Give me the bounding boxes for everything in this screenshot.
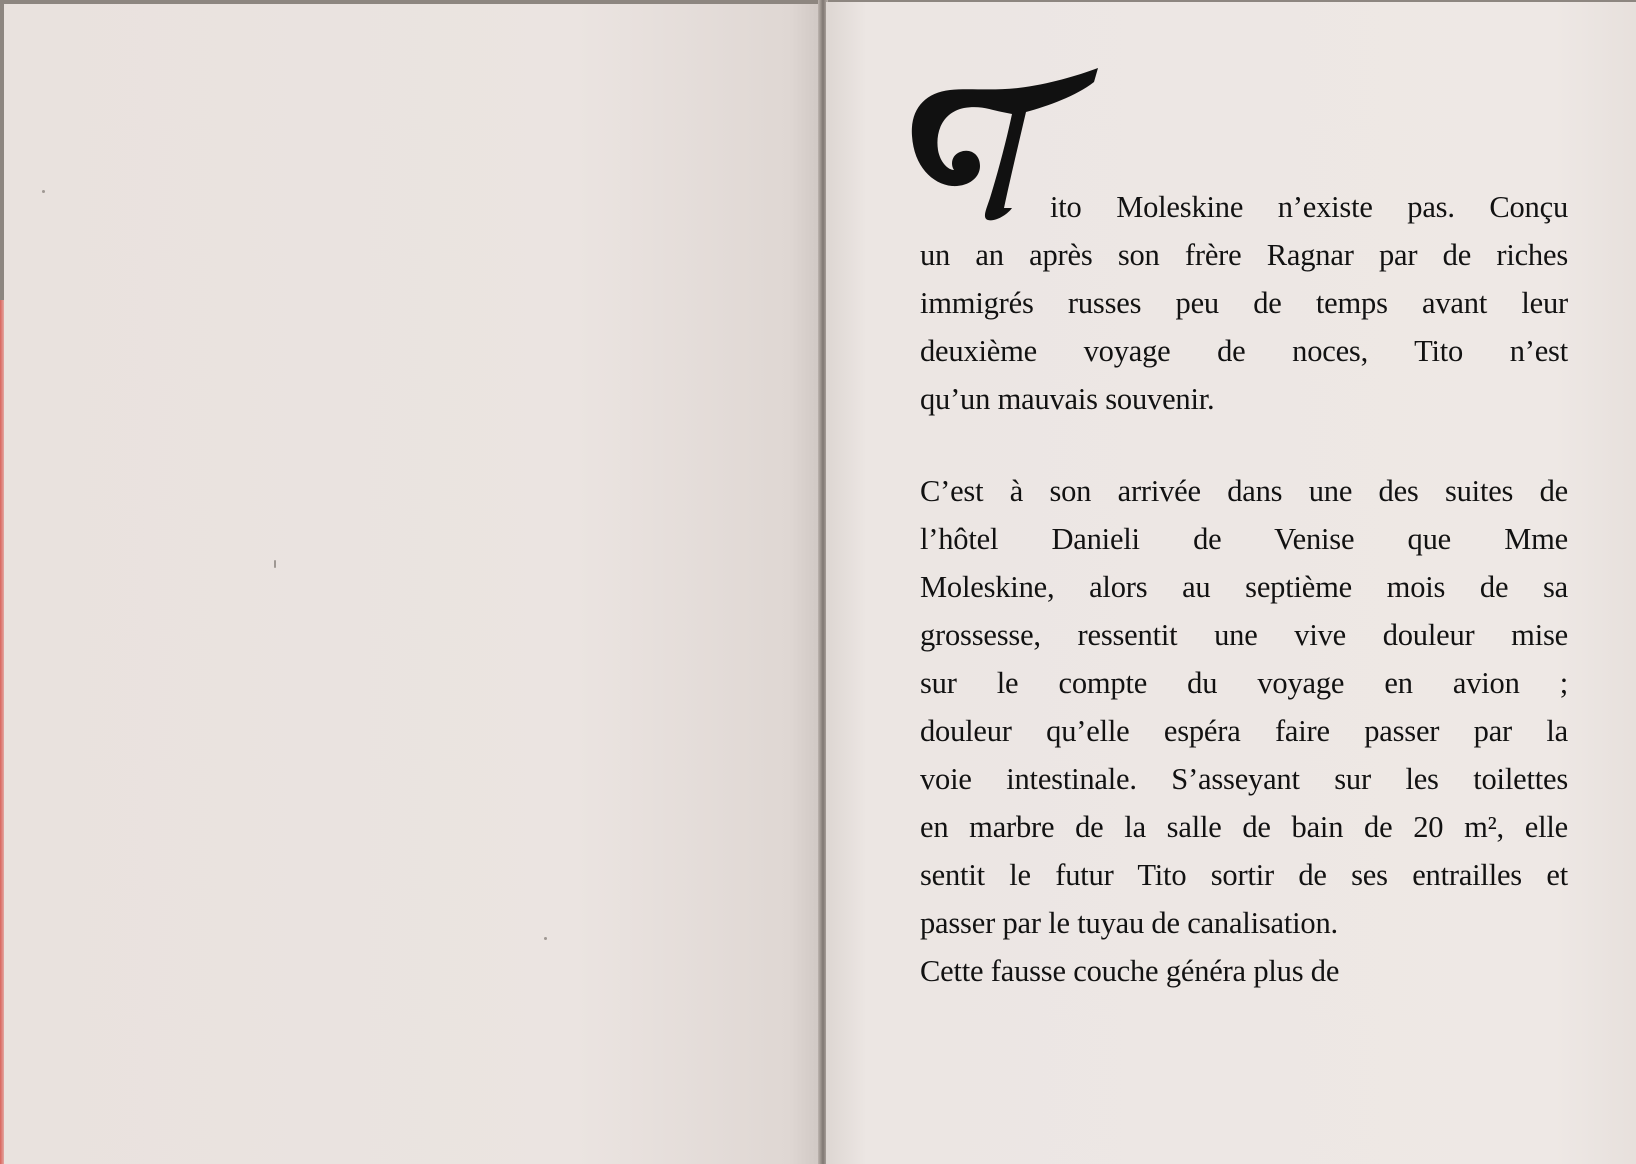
text-line: voie intestinale. S’asseyant sur les toilettes [920, 762, 1568, 796]
text-line: Cette fausse couche généra plus de [920, 954, 1340, 988]
first-line: ito Moleskine n’existe pas. Conçu [1050, 190, 1568, 224]
text-line: C’est à son arrivée dans une des suites de [920, 474, 1568, 508]
paper-speck [274, 560, 276, 568]
text-line: en marbre de la salle de bain de 20 m², elle [920, 810, 1568, 844]
text-line: sur le compte du voyage en avion ; [920, 666, 1568, 700]
left-page [4, 4, 822, 1164]
paper-speck [42, 190, 45, 193]
text-line: passer par le tuyau de canalisation. [920, 906, 1338, 940]
text-line: un an après son frère Ragnar par de riches [920, 238, 1568, 272]
text-line: immigrés russes peu de temps avant leur [920, 286, 1568, 320]
text-line: douleur qu’elle espéra faire passer par la [920, 714, 1568, 748]
text-line: deuxième voyage de noces, Tito n’est [920, 334, 1568, 368]
text-line: qu’un mauvais souvenir. [920, 382, 1215, 416]
text-line: l’hôtel Danieli de Venise que Mme [920, 522, 1568, 556]
text-line: sentit le futur Tito sortir de ses entrailles et [920, 858, 1568, 892]
paragraph-1 [920, 231, 1568, 423]
paper-speck [544, 937, 547, 940]
paragraph-2 [920, 467, 1568, 995]
text-line: grossesse, ressentit une vive douleur mise [920, 618, 1568, 652]
text-line: Moleskine, alors au septième mois de sa [920, 570, 1568, 604]
